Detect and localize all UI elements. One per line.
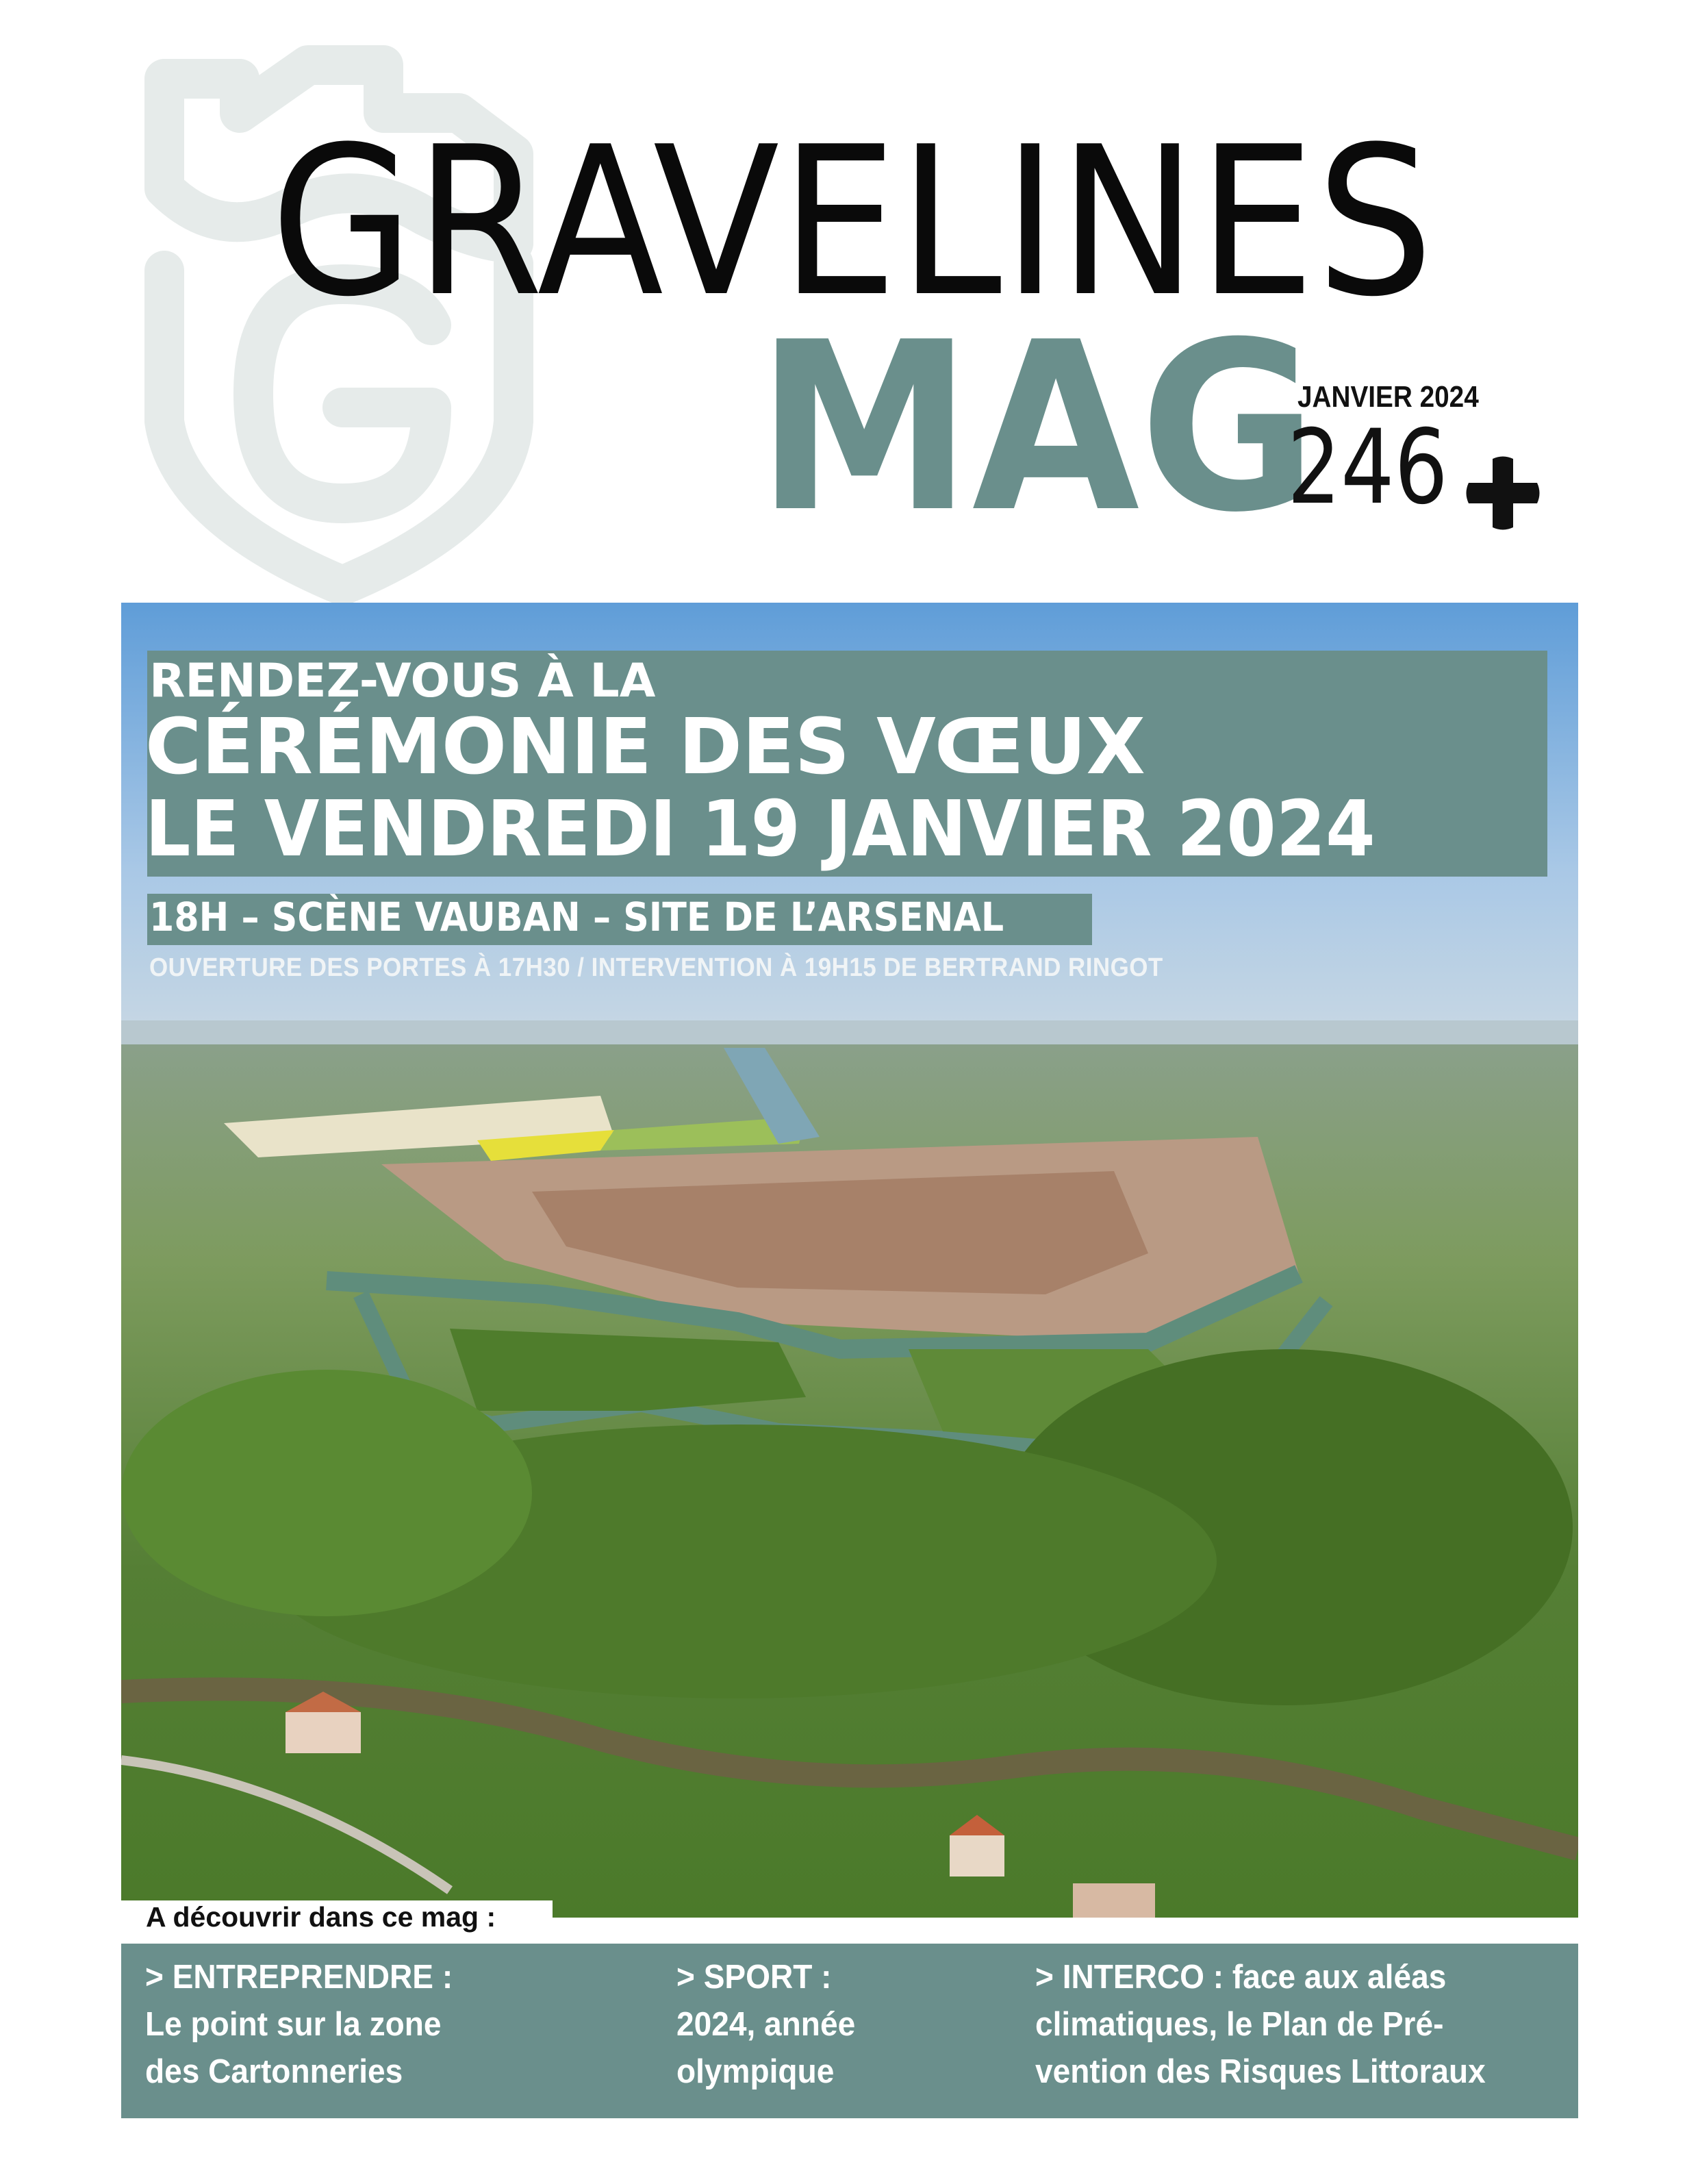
event-note: OUVERTURE DES PORTES À 17H30 / INTERVENTION À 19H15 DE BERTRAND RINGOT [149, 953, 1163, 982]
headline-line-2: LE VENDREDI 19 JANVIER 2024 [145, 785, 1376, 874]
teaser-sport [676, 1954, 855, 2096]
headline-kicker: RENDEZ-VOUS À LA [149, 654, 656, 708]
teaser-line: vention des Risques Littoraux [1035, 2053, 1486, 2090]
teaser-line: olympique [676, 2053, 835, 2090]
teaser-line: Le point sur la zone [145, 2006, 442, 2043]
headline-line-1: CÉRÉMONIE DES VŒUX [145, 703, 1145, 792]
teaser-line: 2024, année [676, 2006, 856, 2043]
magazine-title: GRAVELINES [270, 103, 1435, 342]
teaser-line: > INTERCO : face aux aléas [1035, 1959, 1447, 1996]
issue-date: JANVIER 2024 [1297, 380, 1479, 414]
magazine-subtitle: MAG [757, 292, 1317, 564]
teaser-line: > ENTREPRENDRE : [145, 1959, 453, 1996]
teaser-line: climatiques, le Plan de Pré- [1035, 2006, 1444, 2043]
teaser-line: > SPORT : [676, 1959, 832, 1996]
discover-label: A découvrir dans ce mag : [146, 1901, 496, 1933]
teaser-entreprendre [145, 1954, 453, 2096]
plus-icon [1465, 455, 1541, 531]
event-details: 18H – SCÈNE VAUBAN – SITE DE L’ARSENAL [149, 894, 1004, 940]
teaser-interco [1035, 1954, 1486, 2096]
teaser-line: des Cartonneries [145, 2053, 403, 2090]
issue-number: 246 [1287, 408, 1448, 527]
